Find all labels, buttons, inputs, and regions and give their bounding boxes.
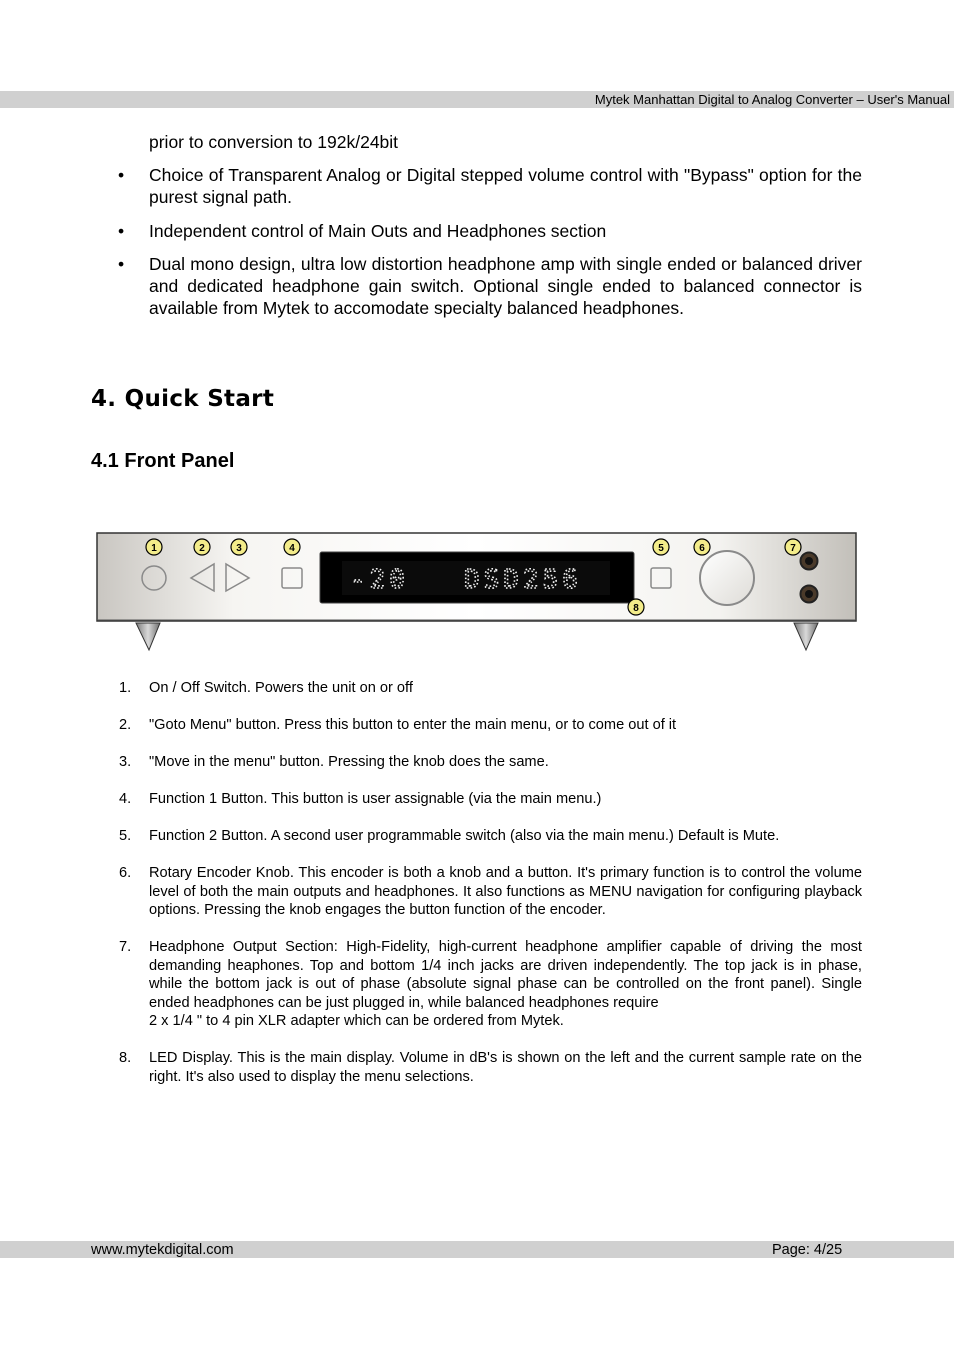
left-foot	[136, 623, 160, 650]
front-panel-legend	[118, 679, 862, 1105]
svg-text:4: 4	[289, 543, 295, 554]
list-item	[118, 864, 862, 920]
svg-text:8: 8	[633, 603, 639, 614]
bullet-icon: •	[118, 220, 125, 241]
header-title: Mytek Manhattan Digital to Analog Converter – User's Manual	[594, 92, 950, 107]
item-number: 3.	[119, 754, 132, 770]
svg-text:6: 6	[699, 543, 705, 554]
front-panel-svg	[96, 531, 858, 655]
callout-8	[628, 599, 644, 615]
callout-7	[785, 539, 801, 555]
footer-bar	[0, 1241, 954, 1258]
item-text: Function 2 Button. A second user programmable switch (also via the main menu.) Default is Mute.	[149, 828, 780, 844]
list-item-text: Independent control of Main Outs and Headphones section	[149, 220, 607, 241]
item-number: 8.	[119, 1050, 132, 1066]
item-number: 4.	[119, 791, 132, 807]
subsection-title: 4.1 Front Panel	[91, 450, 235, 472]
svg-text:2: 2	[199, 543, 205, 554]
item-text: "Goto Menu" button. Press this button to enter the main menu, or to come out of it	[149, 717, 677, 733]
right-foot	[794, 623, 818, 650]
list-item	[118, 1049, 862, 1086]
callout-4	[284, 539, 300, 555]
bullet-icon: •	[118, 253, 125, 274]
footer-website: www.mytekdigital.com	[91, 1242, 234, 1258]
callout-5	[653, 539, 669, 555]
item-text: LED Display. This is the main display. Volume in dB's is shown on the left and the current sample rate on the right. It's also used to display the menu selections.	[149, 1050, 862, 1085]
svg-text:3: 3	[236, 543, 242, 554]
svg-text:1: 1	[151, 543, 157, 554]
item-number: 7.	[119, 939, 132, 955]
item-text: Rotary Encoder Knob. This encoder is both a knob and a button. It's primary function is to control the volume level of both the main outputs and headphones. It also functions as MENU navigation for configuring playback options. Pressing the knob engages the button function of the encoder.	[149, 865, 862, 918]
list-item	[118, 679, 862, 698]
list-item-text: Dual mono design, ultra low distortion headphone amp with single ended or balanced driver and dedicated headphone gain switch. Optional single ended to balanced connector is available from Mytek to accomodate specialty balanced headphones.	[149, 253, 862, 319]
svg-text:5: 5	[658, 543, 664, 554]
item-text: On / Off Switch. Powers the unit on or off	[149, 680, 413, 696]
header-bar	[0, 91, 954, 108]
item-number: 6.	[119, 865, 132, 881]
continuation-text: prior to conversion to 192k/24bit	[149, 132, 399, 152]
list-item	[118, 938, 862, 1031]
callout-1	[146, 539, 162, 555]
feature-list	[118, 164, 862, 331]
item-number: 2.	[119, 717, 132, 733]
list-item	[118, 253, 862, 320]
item-text: Function 1 Button. This button is user assignable (via the main menu.)	[149, 791, 602, 807]
callout-2	[194, 539, 210, 555]
rotary-encoder-knob[interactable]	[700, 551, 754, 605]
front-panel-illustration	[96, 531, 858, 655]
item-text: Headphone Output Section: High-Fidelity, high-current headphone amplifier capable of driving the most demanding heaphones. Top and bottom 1/4 inch jacks are driven independently. The top jack is in phase, while the bottom jack is out of phase (absolute signal phase can be controlled on the front panel). Single ended headphones can be just plugged in, while balanced headphones require	[149, 939, 862, 1011]
callout-6	[694, 539, 710, 555]
list-item	[118, 220, 862, 242]
bullet-icon: •	[118, 165, 125, 185]
display-rate: DSD256	[464, 565, 582, 595]
list-item	[118, 790, 862, 809]
item-text: "Move in the menu" button. Pressing the knob does the same.	[149, 754, 549, 770]
list-item	[118, 716, 862, 735]
list-item	[118, 753, 862, 772]
page-number: Page: 4/25	[772, 1242, 843, 1258]
list-item-text: Choice of Transparent Analog or Digital stepped volume control with "Bypass" option for the purest signal path.	[149, 165, 862, 208]
item-number: 5.	[119, 828, 132, 844]
section-title: 4. Quick Start	[91, 386, 275, 412]
callout-3	[231, 539, 247, 555]
svg-text:7: 7	[790, 543, 796, 554]
item-number: 1.	[119, 680, 132, 696]
display-volume: -20	[350, 565, 409, 595]
list-item	[118, 164, 862, 209]
item-text-continued: 2 x 1/4 " to 4 pin XLR adapter which can be ordered from Mytek.	[149, 1013, 564, 1029]
list-item	[118, 827, 862, 846]
